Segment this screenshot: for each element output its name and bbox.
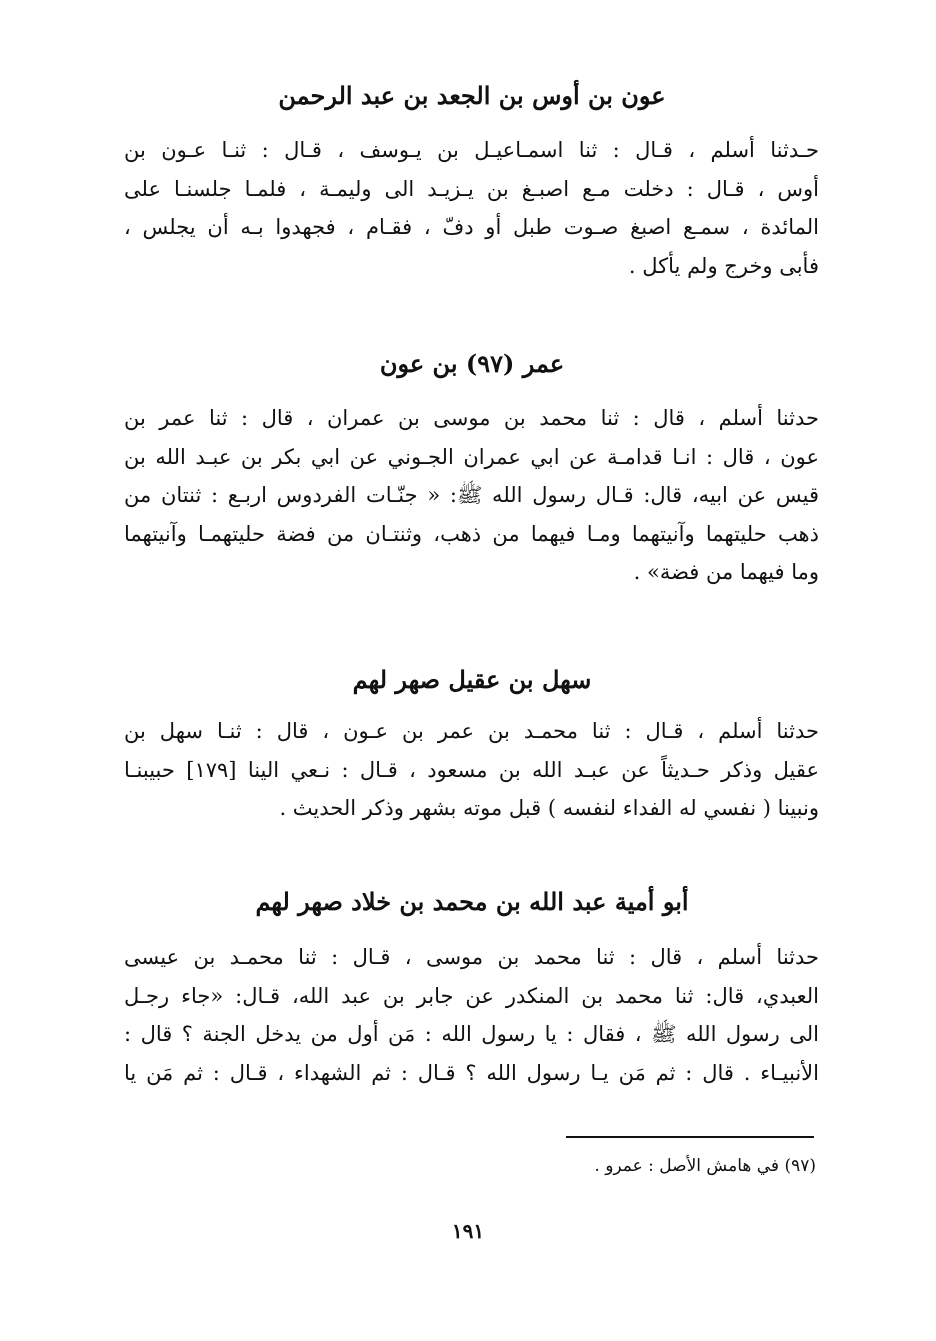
text-line: فأبى وخرج ولم يأكل . (628, 253, 819, 278)
footnote: (٩٧) في هامش الأصل : عمرو . (594, 1156, 816, 1176)
text-line: حدثنا أسلم ، قـال : ثنا محمـد بن عمر بن عـون ، قال : ثنـا سهل بن (124, 719, 819, 743)
text-line: وما فيهما من فضة» . (633, 560, 819, 584)
section-title: عون بن أوس بن الجعد بن عبد الرحمن (278, 81, 666, 110)
text-line: حـدثنا أسلم ، قـال : ثنا اسمـاعيـل بن يـوسف ، قـال : ثنـا عـون بن (124, 138, 819, 162)
section-title: عمر (٩٧) بن عون (379, 349, 565, 378)
text-line: أوس ، قـال : دخلت مـع اصبـغ بن يـزيـد الى وليمـة ، فلمـا جلسنـا على (124, 176, 819, 201)
section-body (124, 712, 819, 828)
section-body (124, 938, 819, 1092)
text-line: حدثنا أسلم ، قال : ثنا محمد بن موسى بن عمران ، قال : ثنا عمر بن (124, 406, 819, 430)
section-body (124, 131, 819, 285)
footnote-divider (566, 1136, 814, 1138)
text-line: عون ، قال : انـا قدامـة عن ابي عمران الجـوني عن ابي بكر بن عبـد الله بن (124, 444, 819, 469)
text-line: ذهب حليتهما وآنيتهما ومـا فيهما من ذهب، وثنتـان من فضة حليتهمـا وآنيتهما (124, 521, 819, 546)
text-line: الى رسول الله ﷺ ، فقال : يا رسول الله : مَن أول من يدخل الجنة ؟ قال : (124, 1022, 819, 1046)
text-line: قيس عن ابيه، قال: قـال رسول الله ﷺ: « جنّـات الفردوس اربـع : ثنتان من (124, 483, 819, 507)
text-line: الأنبيـاء . قال : ثم مَن يـا رسول الله ؟ قـال : ثم الشهداء ، قـال : ثم مَن يا (124, 1060, 819, 1085)
text-line: حدثنا أسلم ، قال : ثنا محمد بن موسى ، قـال : ثنا محمـد بن عيسى (124, 945, 819, 969)
section-title: سهل بن عقيل صهر لهم (352, 665, 592, 694)
section-body (124, 399, 819, 592)
page-number: ١٩١ (451, 1219, 485, 1243)
section-title: أبو أمية عبد الله بن محمد بن خلاد صهر لهم (255, 887, 689, 916)
text-line: العبدي، قال: ثنا محمد بن المنكدر عن جابر بن عبد الله، قـال: «جاء رجـل (124, 983, 819, 1008)
text-line: ونبينا ( نفسي له الفداء لنفسه ) قبل موته بشهر وذكر الحديث . (279, 796, 819, 820)
text-line: المائدة ، سمـع اصبغ صـوت طبل أو دفّ ، فقـام ، فجهدوا بـه أن يجلس ، (124, 215, 819, 239)
text-line: عقيل وذكر حـديثاً عن عبـد الله بن مسعود ، قـال : نـعي الينا [١٧٩] حبيبنـا (124, 757, 820, 782)
